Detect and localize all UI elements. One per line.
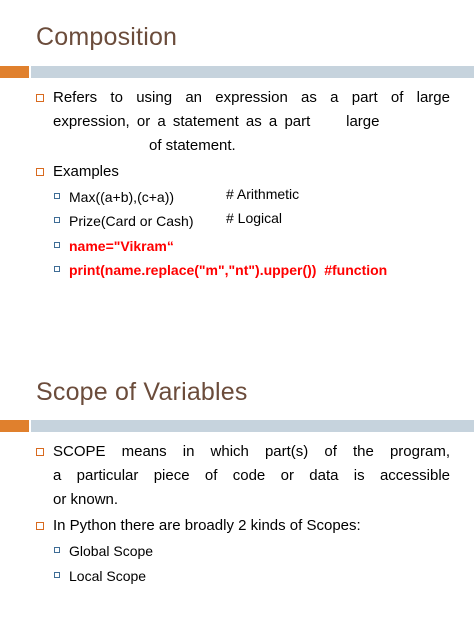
line: of statement.: [149, 137, 236, 154]
bullet-scope-definition: [36, 440, 450, 512]
line: SCOPE means in which part(s) of the program,: [53, 443, 450, 460]
line: expression, or a statement as a part large: [53, 113, 380, 130]
square-bullet-icon: [36, 448, 44, 456]
section-title: Composition: [36, 23, 178, 51]
sub-bullet-icon: [54, 572, 60, 578]
bullet-examples: [36, 160, 450, 184]
example-code: Prize(Card or Cash): [69, 213, 194, 229]
scope-item: [54, 540, 153, 562]
line: Refers to using an expression as a part of large: [53, 89, 450, 106]
scope-item: [54, 565, 146, 587]
bullet-text: [53, 86, 450, 158]
title-divider: [0, 66, 474, 78]
scope-label: Global Scope: [69, 543, 154, 559]
example-code: print(name.replace("m","nt").upper()) #function: [69, 262, 388, 278]
bullet-python-scopes: [36, 514, 450, 538]
title-accent: [0, 420, 29, 432]
title-rule: [31, 66, 474, 78]
bullet-text: Examples: [53, 163, 119, 180]
line: or known.: [53, 491, 119, 508]
title-rule: [31, 420, 474, 432]
example-item: [54, 186, 300, 208]
bullet-text: In Python there are broadly 2 kinds of Scopes:: [53, 517, 361, 534]
sub-bullet-icon: [54, 547, 60, 553]
bullet-composition-definition: [36, 86, 450, 158]
title-divider: [0, 420, 474, 432]
example-comment: # Logical: [226, 210, 283, 226]
sub-bullet-icon: [54, 217, 60, 223]
example-code: name="Vikram“: [69, 238, 174, 254]
square-bullet-icon: [36, 168, 44, 176]
example-item: [54, 259, 387, 281]
sub-bullet-icon: [54, 242, 60, 248]
example-comment: # Arithmetic: [226, 186, 300, 202]
title-accent: [0, 66, 29, 78]
sub-bullet-icon: [54, 193, 60, 199]
example-code: Max((a+b),(c+a)): [69, 189, 175, 205]
square-bullet-icon: [36, 94, 44, 102]
example-item: [54, 235, 174, 257]
square-bullet-icon: [36, 522, 44, 530]
section-title: Scope of Variables: [36, 378, 248, 406]
scope-label: Local Scope: [69, 568, 147, 584]
line: a particular piece of code or data is accessible: [53, 467, 450, 484]
sub-bullet-icon: [54, 266, 60, 272]
example-item: [54, 210, 283, 232]
bullet-text: [53, 440, 450, 512]
